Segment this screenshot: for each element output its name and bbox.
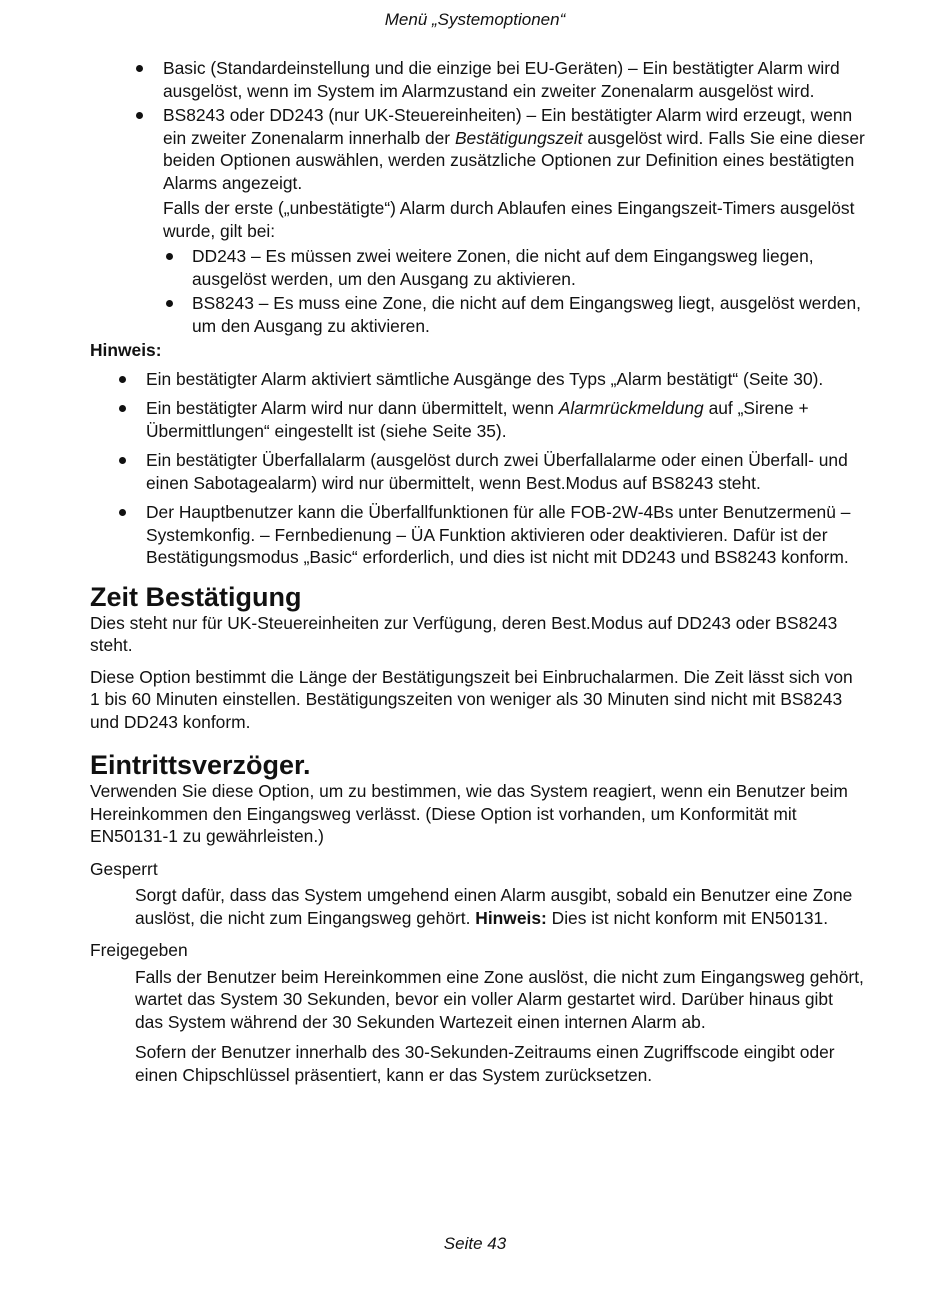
note-list <box>146 368 865 569</box>
section-paragraph: Diese Option bestimmt die Länge der Bestätigungszeit bei Einbruchalarmen. Die Zeit lässt sich von 1 bis 60 Minuten einstellen. Bestätigungszeiten von weniger als 30 Minuten sind nicht mit BS8243 und DD243 konform. <box>90 666 853 732</box>
option-term-enabled: Freigegeben <box>90 940 188 960</box>
sub-list-item-text: DD243 – Es müssen zwei weitere Zonen, die nicht auf dem Eingangsweg liegen, ausgelöst werden, um den Ausgang zu aktivieren. <box>192 246 814 289</box>
inline-note-label: Hinweis: <box>475 907 547 928</box>
sub-list-item-text: BS8243 – Es muss eine Zone, die nicht auf dem Eingangsweg liegt, ausgelöst werden, um den Ausgang zu aktivieren. <box>192 293 861 336</box>
note-item <box>146 368 865 391</box>
list-item-text: Basic (Standardeinstellung und die einzige bei EU-Geräten) – Ein bestätigter Alarm wird ausgelöst, wenn im System im Alarmzustand ein zweiter Zonenalarm ausgelöst wird. <box>163 58 840 101</box>
note-item-text: Ein bestätigter Überfallalarm (ausgelöst durch zwei Überfallalarme oder einen Überfall- und einen Sabotagealarm) wird nur übermittelt, wenn Best.Modus auf BS8243 steht. <box>146 450 848 493</box>
bullet-icon <box>166 253 173 260</box>
note-item-text: Ein bestätigter Alarm aktiviert sämtliche Ausgänge des Typs „Alarm bestätigt“ (Seite 30). <box>146 368 824 389</box>
option-description: Sorgt dafür, dass das System umgehend einen Alarm ausgibt, sobald ein Benutzer eine Zone auslöst, die nicht zum Eingangsweg gehört. Hinweis: Dies ist nicht konform mit EN50131. <box>135 885 853 928</box>
note-label: Hinweis: <box>90 340 162 360</box>
sub-list-item-bs8243 <box>192 292 865 337</box>
note-item <box>146 449 865 494</box>
bullet-icon <box>166 300 173 307</box>
running-header: Menü „Systemoptionen“ <box>384 10 566 29</box>
term-emphasis: Alarmrückmeldung <box>558 398 704 418</box>
bullet-icon <box>119 457 126 464</box>
page-number: Seite 43 <box>443 1234 507 1253</box>
section-heading-entry-delay: Eintrittsverzöger. <box>90 750 311 780</box>
note-item-text: Ein bestätigter Alarm wird nur dann übermittelt, wenn Alarmrückmeldung auf „Sirene + Übermittlungen“ eingestellt ist (siehe Seite 35). <box>146 398 809 441</box>
term-emphasis: Bestätigungszeit <box>454 127 583 148</box>
note-item <box>146 397 865 442</box>
bullet-icon <box>136 65 143 72</box>
option-description: Sofern der Benutzer innerhalb des 30-Sekunden-Zeitraums einen Zugriffscode eingibt oder einen Chipschlüssel präsentiert, kann er das System zurücksetzen. <box>135 1042 835 1085</box>
bullet-icon <box>119 405 126 412</box>
section-paragraph: Dies steht nur für UK-Steuereinheiten zur Verfügung, deren Best.Modus auf DD243 oder BS8243 steht. <box>90 612 838 655</box>
list-item-bs8243-dd243 <box>163 104 865 337</box>
bullet-icon <box>119 376 126 383</box>
bullet-icon <box>136 112 143 119</box>
sub-list <box>192 245 865 337</box>
page-body <box>90 57 865 1086</box>
note-item <box>146 501 865 569</box>
list-item-basic <box>163 57 865 102</box>
confirm-mode-options-list <box>163 57 865 337</box>
section-paragraph: Verwenden Sie diese Option, um zu bestimmen, wie das System reagiert, wenn ein Benutzer beim Hereinkommen den Eingangsweg verlässt. (Diese Option ist vorhanden, um Konformität mit EN50131-1 zu gewährleisten.) <box>90 781 848 846</box>
note-item-text: Der Hauptbenutzer kann die Überfallfunktionen für alle FOB-2W-4Bs unter Benutzermenü – Systemkonfig. – Fernbedienung – ÜA Funktion aktivieren oder deaktivieren. Dafür ist der Bestätigungsmodus „Basic“ erforderlich, und dies ist nicht mit DD243 und BS8243 konform. <box>146 502 851 567</box>
list-item-text: BS8243 oder DD243 (nur UK-Steuereinheiten) – Ein bestätigter Alarm wird erzeugt, wenn ein zweiter Zonenalarm innerhalb der Bestätigungszeit ausgelöst wird. Falls Sie eine dieser beiden Optionen auswählen, werden zusätzliche Optionen zur Definition eines bestätigten Alarms angezeigt. <box>163 105 865 193</box>
section-heading-confirm-time: Zeit Bestätigung <box>90 581 302 612</box>
sub-paragraph: Falls der erste („unbestätigte“) Alarm durch Ablaufen eines Eingangszeit-Timers ausgelöst wurde, gilt bei: <box>163 198 855 241</box>
option-description: Falls der Benutzer beim Hereinkommen eine Zone auslöst, die nicht zum Eingangsweg gehört, wartet das System 30 Sekunden, bevor ein voller Alarm gestartet wird. Darüber hinaus gibt das System während der 30 Sekunden Wartezeit einen internen Alarm ab. <box>135 966 864 1032</box>
option-term-disabled: Gesperrt <box>90 858 158 879</box>
bullet-icon <box>119 509 126 516</box>
sub-list-item-dd243 <box>192 245 865 290</box>
